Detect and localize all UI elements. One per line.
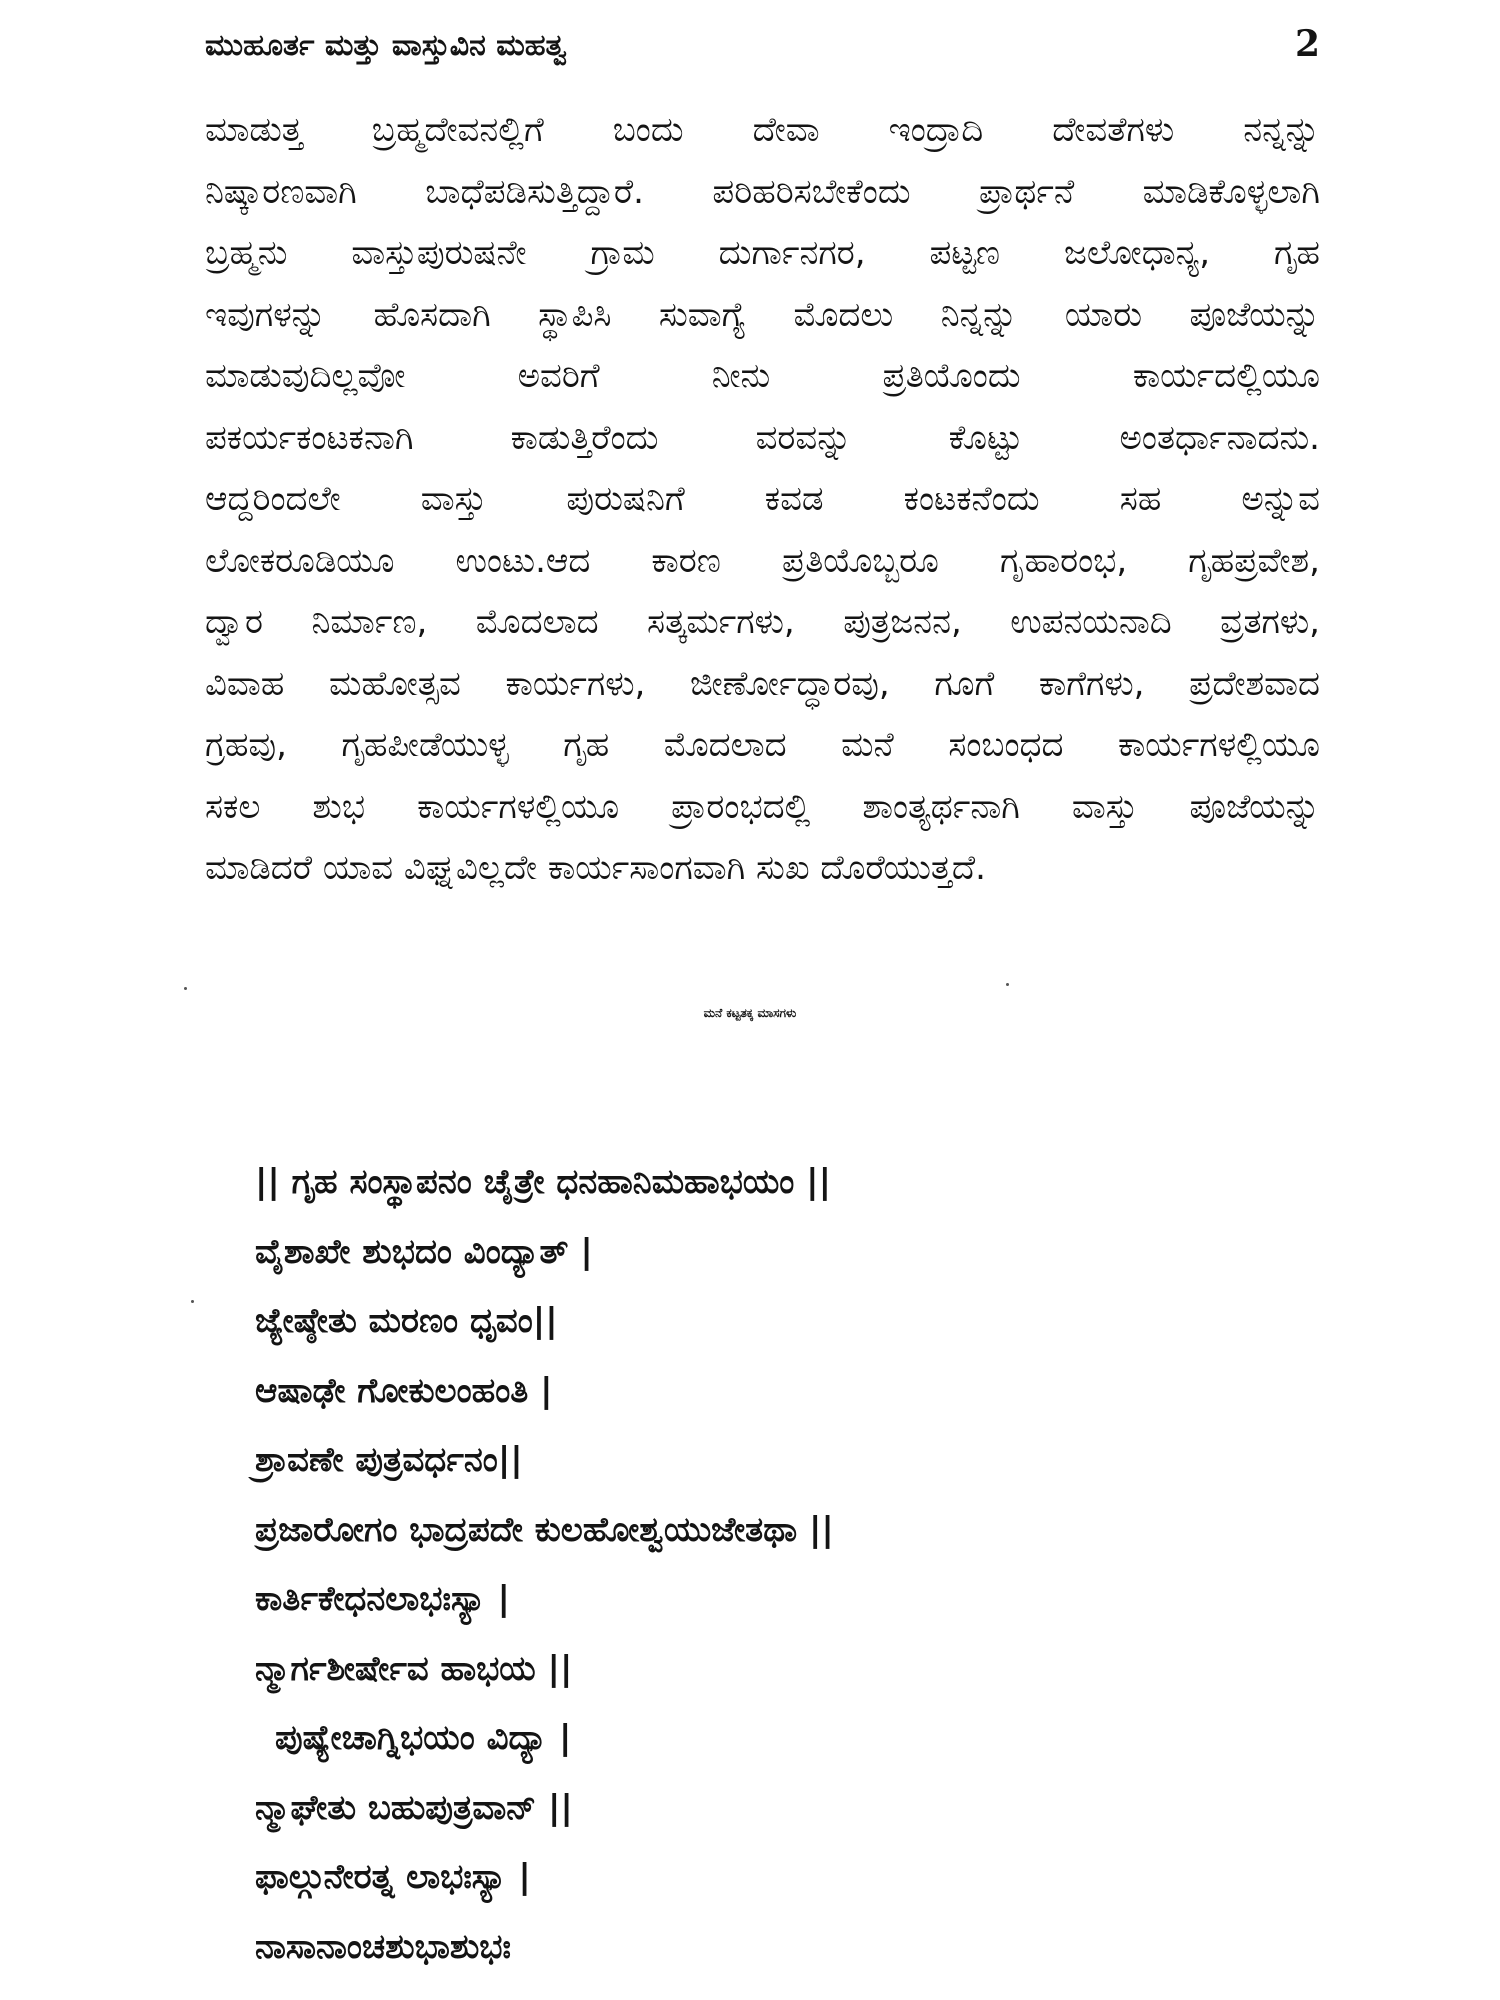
body-line: ಸಕಲ ಶುಭ ಕಾರ್ಯಗಳಲ್ಲಿಯೂ ಪ್ರಾರಂಭದಲ್ಲಿ ಶಾಂತ್ಯರ್ಥನಾಗಿ ವಾಸ್ತು ಪೂಜೆಯನ್ನು	[205, 786, 1320, 827]
verse-line: ಆಷಾಢೇ ಗೋಕುಲಂಹಂತಿ |	[255, 1370, 553, 1411]
body-line: ಮಾಡಿದರೆ ಯಾವ ವಿಘ್ನವಿಲ್ಲದೇ ಕಾರ್ಯಸಾಂಗವಾಗಿ ಸುಖ ದೊರೆಯುತ್ತದೆ.	[205, 848, 986, 888]
section-heading: ಮನೆ ಕಟ್ಟತಕ್ಕ ಮಾಸಗಳು	[703, 1006, 797, 1020]
body-line: ಆದ್ದರಿಂದಲೇ ವಾಸ್ತು ಪುರುಷನಿಗೆ ಕವಡ ಕಂಟಕನೆಂದು ಸಹ ಅನ್ನುವ	[205, 479, 1320, 519]
body-line: ಇವುಗಳನ್ನು ಹೊಸದಾಗಿ ಸ್ಥಾಪಿಸಿ ಸುವಾಗ್ಯೆ ಮೊದಲು ನಿನ್ನನ್ನು ಯಾರು ಪೂಜೆಯನ್ನು	[205, 294, 1320, 335]
body-line: ಮಾಡುವುದಿಲ್ಲವೋ ಅವರಿಗೆ ನೀನು ಪ್ರತಿಯೊಂದು ಕಾರ್ಯದಲ್ಲಿಯೂ	[205, 356, 1320, 396]
verse-line: || ಗೃಹ ಸಂಸ್ಥಾಪನಂ ಚೈತ್ರೇ ಧನಹಾನಿಮಹಾಭಯಂ ||	[255, 1162, 831, 1202]
body-line: ನಿಷ್ಕಾರಣವಾಗಿ ಬಾಧೆಪಡಿಸುತ್ತಿದ್ದಾರೆ. ಪರಿಹರಿಸಬೇಕೆಂದು ಪ್ರಾರ್ಥನೆ ಮಾಡಿಕೊಳ್ಳಲಾಗಿ	[205, 171, 1320, 212]
running-title: ಮುಹೂರ್ತ ಮತ್ತು ವಾಸ್ತುವಿನ ಮಹತ್ವ	[205, 28, 567, 63]
verse-line: ಪ್ರಜಾರೋಗಂ ಭಾದ್ರಪದೇ ಕುಲಹೋಶ್ವಯುಜೇತಥಾ ||	[255, 1509, 834, 1550]
body-paragraph	[205, 100, 1320, 900]
body-line: ದ್ವಾರ ನಿರ್ಮಾಣ, ಮೊದಲಾದ ಸತ್ಕರ್ಮಗಳು, ಪುತ್ರಜನನ, ಉಪನಯನಾದಿ ವ್ರತಗಳು,	[205, 602, 1320, 642]
verse-line: ವೈಶಾಖೇ ಶುಭದಂ ವಿಂದ್ಯಾತ್ |	[255, 1231, 593, 1272]
verse-line: ಕಾರ್ತಿಕೇಧನಲಾಭಃಸ್ಯಾ |	[255, 1579, 510, 1619]
body-line: ಬ್ರಹ್ಮನು ವಾಸ್ತುಪುರುಷನೇ ಗ್ರಾಮ ದುರ್ಗಾನಗರ, ಪಟ್ಟಣ ಜಲೋಧಾನ್ಯ, ಗೃಹ	[205, 233, 1320, 273]
body-line: ಗ್ರಹವು, ಗೃಹಪೀಡೆಯುಳ್ಳ ಗೃಹ ಮೊದಲಾದ ಮನೆ ಸಂಬಂಧದ ಕಾರ್ಯಗಳಲ್ಲಿಯೂ	[205, 725, 1320, 765]
paper-speck	[184, 987, 187, 990]
verse-line: ಶ್ರಾವಣೇ ಪುತ್ರವರ್ಧನಂ||	[255, 1440, 523, 1480]
verse-line: ನ್ಮಾರ್ಗಶೀರ್ಷೇವ ಹಾಭಯ ||	[255, 1648, 573, 1689]
running-header	[205, 20, 1320, 80]
paper-speck	[1006, 983, 1009, 986]
body-line: ವಿವಾಹ ಮಹೋತ್ಸವ ಕಾರ್ಯಗಳು, ಜೀರ್ಣೋದ್ಧಾರವು, ಗೂಗೆ ಕಾಗೆಗಳು, ಪ್ರದೇಶವಾದ	[205, 663, 1320, 704]
verse-list	[255, 1148, 1155, 1982]
body-line: ಮಾಡುತ್ತ ಬ್ರಹ್ಮದೇವನಲ್ಲಿಗೆ ಬಂದು ದೇವಾ ಇಂದ್ರಾದಿ ದೇವತೆಗಳು ನನ್ನನ್ನು	[205, 110, 1320, 150]
verse-line: ನ್ಮಾಘೇತು ಬಹುಪುತ್ರವಾನ್ ||	[255, 1787, 573, 1828]
paper-speck	[191, 1300, 194, 1303]
verse-line: ಪುಷ್ಯೇಚಾಗ್ನಿಭಯಂ ವಿದ್ಯಾ |	[275, 1718, 572, 1758]
body-line: ಪಕರ್ಯಕಂಟಕನಾಗಿ ಕಾಡುತ್ತಿರೆಂದು ವರವನ್ನು ಕೊಟ್ಟು ಅಂತರ್ಧಾನಾದನು.	[205, 417, 1320, 458]
verse-line: ನಾಸಾನಾಂಚಶುಭಾಶುಭಃ	[255, 1926, 511, 1967]
verse-line: ಜ್ಯೇಷ್ಠೇತು ಮರಣಂ ಧೃವಂ||	[255, 1301, 558, 1341]
verse-line: ಫಾಲ್ಗುನೇರತ್ನ ಲಾಭಃಸ್ಯಾ |	[255, 1857, 531, 1897]
body-line: ಲೋಕರೂಡಿಯೂ ಉಂಟು.ಆದ ಕಾರಣ ಪ್ರತಿಯೊಬ್ಬರೂ ಗೃಹಾರಂಭ, ಗೃಹಪ್ರವೇಶ,	[205, 540, 1320, 581]
page-number: 2	[1294, 23, 1320, 65]
